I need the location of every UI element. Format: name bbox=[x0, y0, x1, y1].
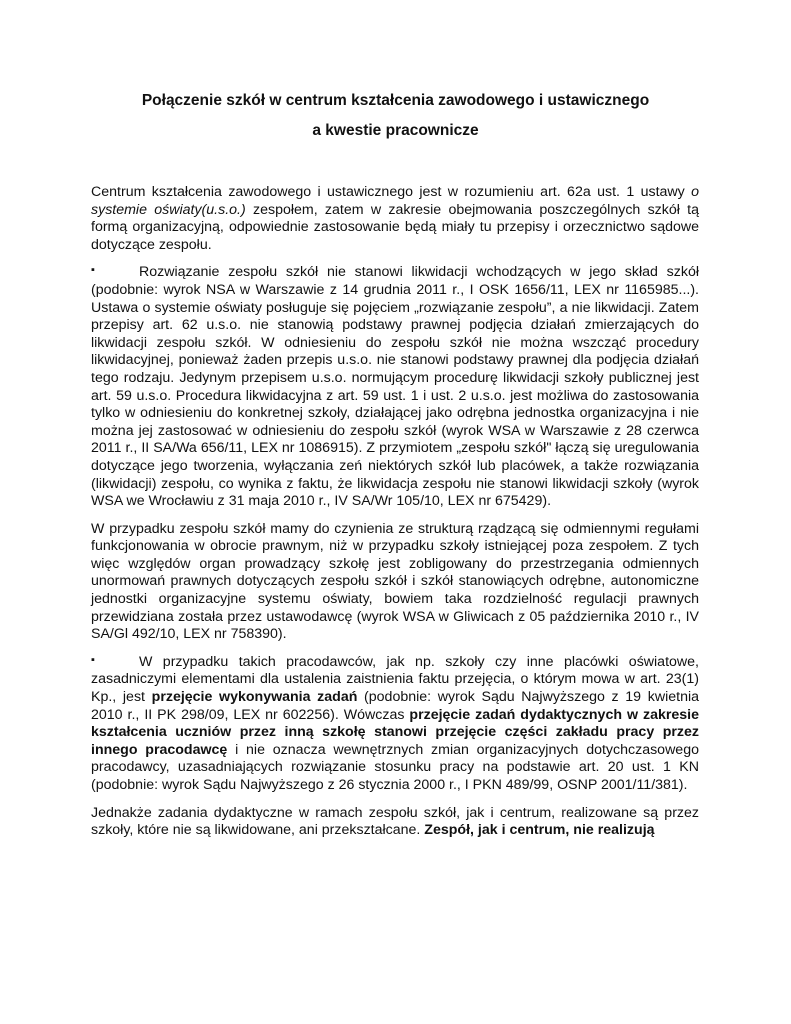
document-body bbox=[91, 184, 699, 850]
document-title-line-2: a kwestie pracownicze bbox=[312, 122, 479, 139]
paragraph-tasks: Jednakże zadania dydaktyczne w ramach zespołu szkół, jak i centrum, realizowane są przez szkoły, które nie są likwidowane, ani przekształcane. Zespół, jak i centrum, nie realizują bbox=[91, 804, 699, 839]
bold-phrase: przejęcie zadań dydaktycznych w zakresie kształcenia uczniów przez inną szkołę stanowi przejęcie części zakładu pracy przez innego pracodawcę bbox=[91, 706, 699, 758]
paragraph-school-complex: W przypadku zespołu szkół mamy do czynienia ze strukturą rządzącą się odmiennymi regułami funkcjonowania w obrocie prawnym, niż w przypadku szkoły istniejącej poza zespołem. Z tych więc względów organ prowadzący szkołę jest zobligowany do przestrzegania odmiennych unormowań prawnych dotyczących zespołu szkół i szkół stanowiących odrębne, autonomiczne jednostki organizacyjne systemu oświaty, bowiem taka rozdzielność regulacji prawnych przewidziana została przez ustawodawcę (wyrok WSA w Gliwicach z 05 października 2010 r., IV SA/Gl 492/10, LEX nr 758390). bbox=[91, 520, 699, 643]
document-title-line-1: Połączenie szkół w centrum kształcenia zawodowego i ustawicznego bbox=[141, 92, 650, 109]
act-name-italic: o systemie oświaty(u.s.o.) bbox=[91, 184, 699, 218]
bold-phrase: Zespół, jak i centrum, nie realizują bbox=[424, 822, 655, 839]
bullet-paragraph-dissolution: ▪ Rozwiązanie zespołu szkół nie stanowi likwidacji wchodzących w jego skład szkół (podobnie: wyrok NSA w Warszawie z 14 grudnia 2011 r., I OSK 1656/11, LEX nr 1165985...). Ustawa o systemie oświaty posługuje się pojęciem „rozwiązanie zespołu”, a nie likwidacji. Zatem przepisy art. 62 u.s.o. nie stanowią podstawy prawnej podjęcia działań zmierzających do likwidacji zespołu szkół. W odniesieniu do zespołu szkół nie można wszcząć procedury likwidacyjnej, ponieważ żaden przepis u.s.o. nie stanowi podstawy prawnej dla podjęcia działań tego rodzaju. Jedynym przepisem u.s.o. normującym procedurę likwidacji szkoły publicznej jest art. 59 u.s.o. Procedura likwidacyjna z art. 59 ust. 1 i ust. 2 u.s.o. jest możliwa do zastosowania tylko w odniesieniu do konkretnej szkoły, działającej jako odrębna jednostka organizacyjna i nie można jej zastosować w odniesieniu do zespołu szkół (wyrok WSA w Warszawie z 28 czerwca 2011 r., II SA/Wa 656/11, LEX nr 1086915). Z przymiotem „zespołu szkół" łączą się uregulowania dotyczące jego tworzenia, wyłączania zeń niektórych szkół lub placówek, a także rozwiązania (likwidacji) zespołu, co wynika z faktu, że likwidacja zespołu nie stanowi likwidacji szkoły (wyrok WSA we Wrocławiu z 31 maja 2010 r., IV SA/Wr 105/10, LEX nr 675429). bbox=[91, 264, 699, 510]
bold-phrase: przejęcie wykonywania zadań bbox=[151, 689, 358, 706]
paragraph-intro: Centrum kształcenia zawodowego i ustawicznego jest w rozumieniu art. 62a ust. 1 ustawy o systemie oświaty(u.s.o.) zespołem, zatem w zakresie obejmowania poszczególnych szkół tą formą organizacyjną, odpowiednie zastosowanie będą miały tu przepisy i orzecznictwo sądowe dotyczące zespołu. bbox=[91, 184, 700, 253]
bullet-square-icon: ▪ bbox=[91, 264, 95, 277]
bullet-square-icon: ▪ bbox=[91, 653, 95, 666]
bullet-paragraph-employers: ▪ W przypadku takich pracodawców, jak np. szkoły czy inne placówki oświatowe, zasadniczymi elementami dla ustalenia zaistnienia faktu przejęcia, o którym mowa w art. 23(1) Kp., jest przejęcie wykonywania zadań (podobnie: wyrok Sądu Najwyższego z 19 kwietnia 2010 r., II PK 298/09, LEX nr 602256). Wówczas przejęcie zadań dydaktycznych w zakresie kształcenia uczniów przez inną szkołę stanowi przejęcie części zakładu pracy przez innego pracodawcę i nie oznacza wewnętrznych zmian organizacyjnych dotychczasowego pracodawcy, uzasadniających rozwiązanie stosunku pracy na podstawie art. 20 ust. 1 KN (podobnie: wyrok Sądu Najwyższego z 26 stycznia 2000 r., I PKN 489/99, OSNP 2001/11/381). bbox=[91, 653, 699, 793]
